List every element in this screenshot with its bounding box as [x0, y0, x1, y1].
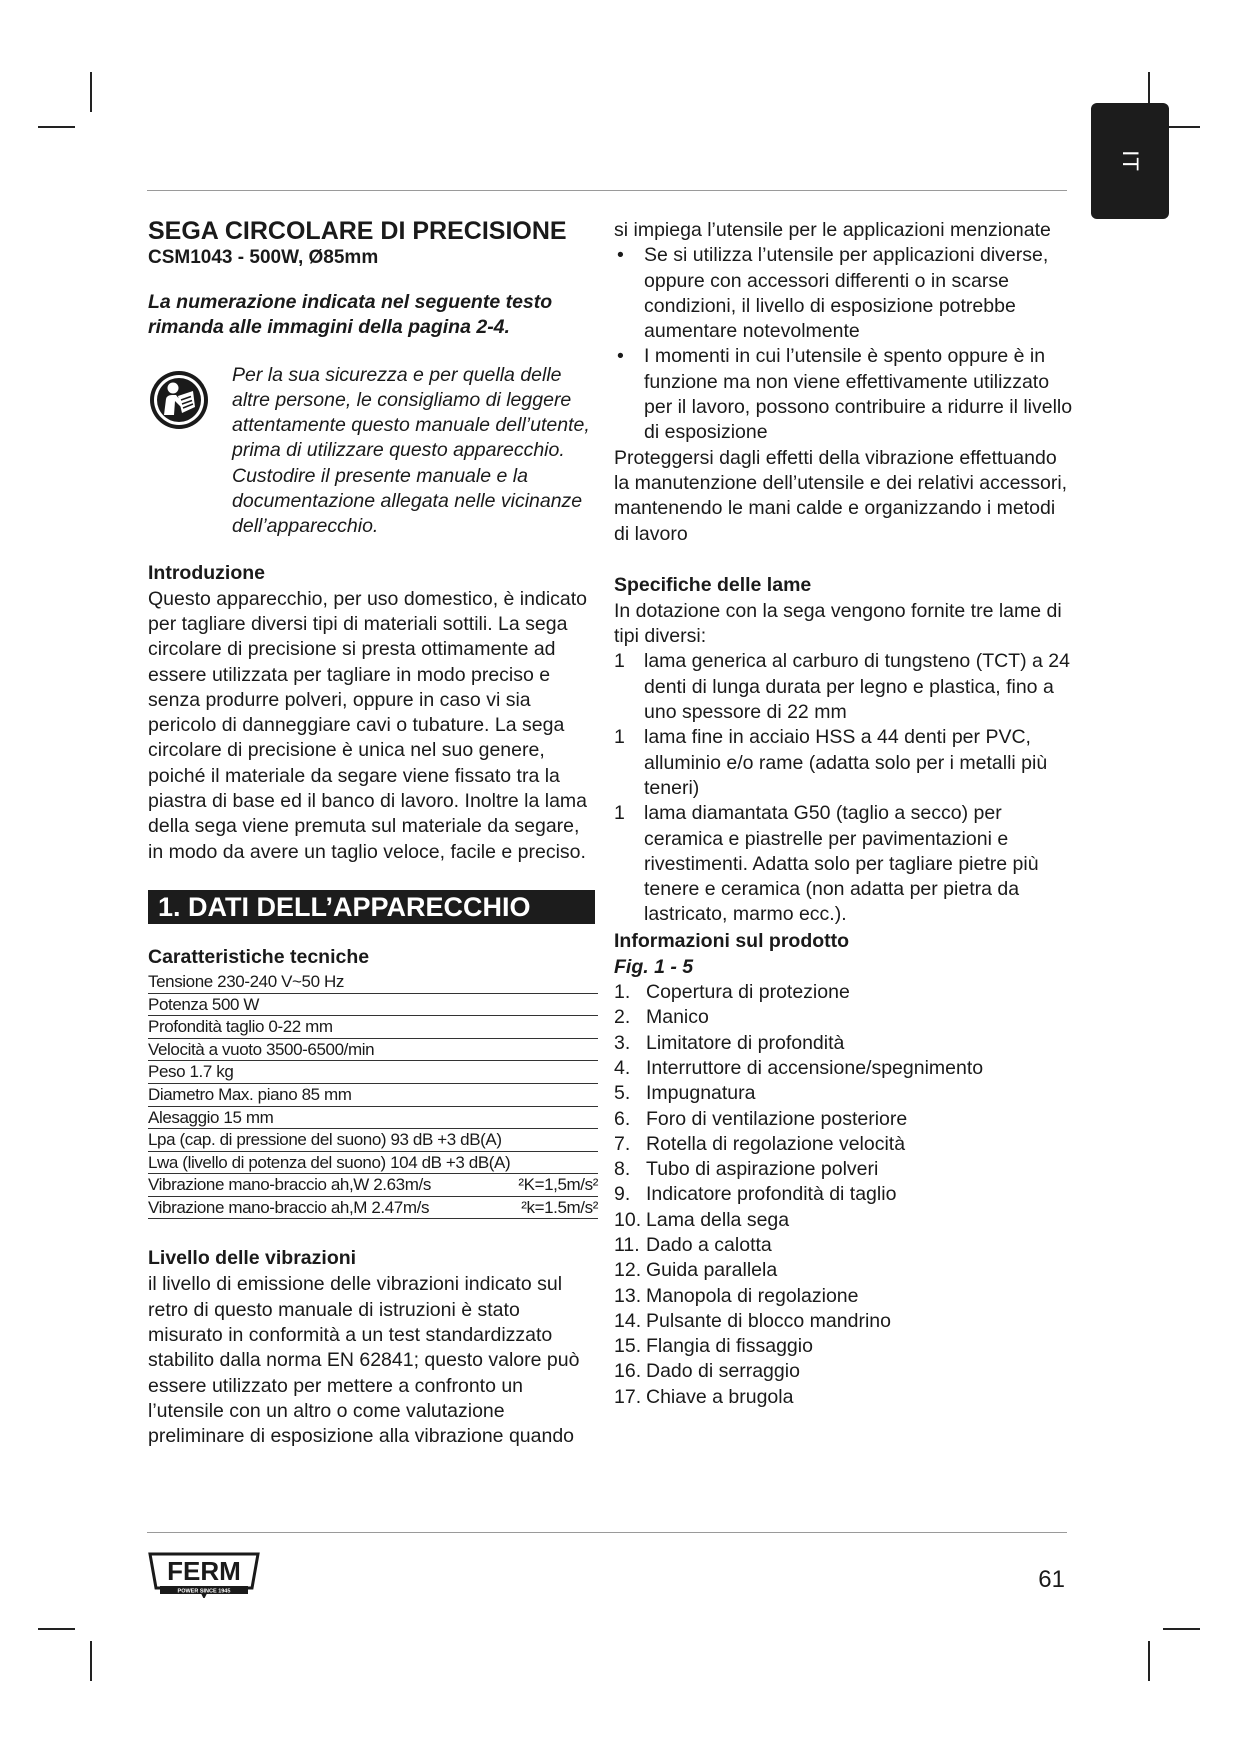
list-text: Manopola di regolazione: [646, 1284, 859, 1307]
list-item: [614, 1157, 1074, 1182]
safety-text: Per la sua sicurezza e per quella delle altre persone, le consigliamo di leggere attentamente questo manuale dell’utente, prima di utilizzare questo apparecchio. Custodire il presente manuale e la documentazione allegata nelle vicinanze dell’apparecchio.: [232, 363, 590, 538]
list-item: [614, 1132, 1074, 1157]
crop-mark: [38, 1628, 75, 1630]
language-tab: IT: [1091, 103, 1169, 219]
page-number: 61: [1038, 1566, 1065, 1593]
parts-list: [614, 980, 1074, 1410]
list-text: lama fine in acciaio HSS a 44 denti per PVC, alluminio e/o rame (adatta solo per i metalli più teneri): [644, 726, 1048, 799]
image-reference-note: La numerazione indicata nel seguente testo rimanda alle immagini della pagina 2-4.: [148, 291, 553, 339]
list-number: 1: [614, 726, 625, 749]
spec-extra: ²k=1.5m/s²: [521, 1197, 598, 1217]
vibration-bullets: [614, 243, 1074, 445]
list-item: [614, 1385, 1074, 1410]
list-item: [614, 1056, 1074, 1081]
spec-row: [148, 971, 598, 994]
list-text: Copertura di protezione: [646, 981, 850, 1004]
specs-table: [148, 971, 598, 1220]
list-text: Guida parallela: [646, 1259, 778, 1282]
spec-label: Lpa (cap. di pressione del suono) 93 dB +3 dB(A): [148, 1130, 502, 1150]
list-item: [614, 1309, 1074, 1334]
list-text: lama diamantata G50 (taglio a secco) per ceramica e piastrelle per pavimentazioni e rivestimenti. Adatta solo per tagliare pietre più tenere e ceramica (non adatta per pietra da lastricato, marmo ecc.).: [644, 802, 1039, 926]
spec-row: [148, 1174, 598, 1197]
spec-label: Tensione 230-240 V~50 Hz: [148, 971, 344, 991]
list-item: [614, 725, 1074, 801]
list-number: 12.: [614, 1259, 642, 1282]
list-item: [614, 1359, 1074, 1384]
spec-row: [148, 1152, 598, 1175]
list-text: Interruttore di accensione/spegnimento: [646, 1056, 984, 1079]
list-item: [614, 1107, 1074, 1132]
model-subtitle: CSM1043 - 500W, Ø85mm: [148, 247, 379, 268]
crop-mark: [38, 126, 75, 128]
list-number: 17.: [614, 1385, 642, 1408]
spec-row: [148, 994, 598, 1017]
list-item: [614, 1031, 1074, 1056]
list-number: 3.: [614, 1031, 631, 1054]
spec-label: Profondità taglio 0-22 mm: [148, 1017, 333, 1037]
list-item: [614, 1284, 1074, 1309]
left-column: [148, 216, 598, 1450]
list-item: • I momenti in cui l’utensile è spento oppure è in funzione ma non viene effettivamente utilizzato per il lavoro, possono contribuire a ridurre il livello di esposizione: [614, 344, 1074, 445]
blades-intro: In dotazione con la sega vengono fornite tre lame di tipi diversi:: [614, 599, 1062, 648]
product-heading: Informazioni sul prodotto: [614, 929, 850, 952]
specs-heading: Caratteristiche tecniche: [148, 945, 370, 968]
vibration-text-continued: si impiega l’utensile per le applicazioni menzionate: [614, 219, 1051, 241]
list-number: 9.: [614, 1183, 631, 1206]
crop-mark: [1163, 1628, 1200, 1630]
list-number: 10.: [614, 1208, 642, 1231]
blades-heading: Specifiche delle lame: [614, 573, 812, 596]
list-text: Rotella di regolazione velocità: [646, 1132, 906, 1155]
spec-row: [148, 1016, 598, 1039]
list-item: [614, 980, 1074, 1005]
header-rule: [147, 190, 1067, 191]
list-text: Chiave a brugola: [646, 1385, 794, 1408]
list-text: Manico: [646, 1006, 709, 1029]
list-text: Tubo di aspirazione polveri: [646, 1158, 879, 1181]
spec-label: Alesaggio 15 mm: [148, 1107, 274, 1127]
spec-row: [148, 1197, 598, 1220]
list-number: 11.: [614, 1233, 640, 1256]
crop-mark: [90, 72, 92, 112]
list-number: 15.: [614, 1335, 642, 1358]
right-column: [614, 218, 1074, 1410]
list-number: 1: [614, 802, 625, 825]
list-number: 1.: [614, 981, 631, 1004]
list-text: Flangia di fissaggio: [646, 1335, 813, 1358]
spec-row: [148, 1129, 598, 1152]
vibration-heading: Livello delle vibrazioni: [148, 1247, 357, 1270]
spec-label: Peso 1.7 kg: [148, 1062, 234, 1082]
crop-mark: [1148, 1641, 1150, 1681]
list-text: Dado di serraggio: [646, 1360, 800, 1383]
list-text: Indicatore profondità di taglio: [646, 1183, 897, 1206]
section-heading: 1. DATI DELL’APPARECCHIO: [148, 890, 595, 924]
list-text: Limitatore di profondità: [646, 1031, 845, 1054]
read-manual-icon: [148, 369, 210, 431]
list-text: Pulsante di blocco mandrino: [646, 1309, 891, 1332]
spec-row: [148, 1061, 598, 1084]
footer-rule: [147, 1532, 1067, 1533]
list-number: 4.: [614, 1056, 631, 1079]
logo-brand: FERM: [167, 1556, 241, 1586]
list-number: 7.: [614, 1132, 631, 1155]
list-item: • Se si utilizza l’utensile per applicazioni diverse, oppure con accessori differenti o in scarse condizioni, il livello di esposizione potrebbe aumentare notevolmente: [614, 243, 1074, 344]
list-item: [614, 649, 1074, 725]
list-number: 5.: [614, 1082, 631, 1105]
list-item: [614, 1233, 1074, 1258]
spec-row: [148, 1084, 598, 1107]
list-number: 13.: [614, 1284, 642, 1307]
spec-label: Lwa (livello di potenza del suono) 104 dB +3 dB(A): [148, 1152, 511, 1172]
safety-notice: [148, 363, 598, 540]
spec-extra: ²K=1,5m/s²: [518, 1175, 598, 1195]
spec-label: Vibrazione mano-braccio ah,M 2.47m/s: [148, 1197, 430, 1217]
list-number: 6.: [614, 1107, 631, 1130]
list-text: Foro di ventilazione posteriore: [646, 1107, 908, 1130]
list-item: [614, 1182, 1074, 1207]
list-number: 8.: [614, 1158, 631, 1181]
list-text: Impugnatura: [646, 1082, 756, 1105]
spec-label: Diametro Max. piano 85 mm: [148, 1084, 352, 1104]
spec-label: Velocità a vuoto 3500-6500/min: [148, 1039, 375, 1059]
spec-label: Potenza 500 W: [148, 994, 260, 1014]
list-item: [614, 1081, 1074, 1106]
figure-reference: Fig. 1 - 5: [614, 955, 694, 978]
list-number: 2.: [614, 1006, 631, 1029]
list-item: [614, 1334, 1074, 1359]
vibration-protect-text: Proteggersi dagli effetti della vibrazione effettuando la manutenzione dell’utensile e dei relativi accessori, mantenendo le mani calde e organizzando i metodi di lavoro: [614, 446, 1068, 545]
spec-row: [148, 1107, 598, 1130]
spec-row: [148, 1039, 598, 1062]
list-number: 1: [614, 650, 625, 673]
list-number: 16.: [614, 1360, 642, 1383]
blades-list: [614, 649, 1074, 927]
spec-label: Vibrazione mano-braccio ah,W 2.63m/s: [148, 1175, 431, 1195]
crop-mark: [90, 1641, 92, 1681]
list-item: [614, 801, 1074, 927]
intro-heading: Introduzione: [148, 561, 265, 584]
vibration-text: il livello di emissione delle vibrazioni indicato sul retro di questo manuale di istruzioni è stato misurato in conformità a un test standardizzato stabilito dalla norma EN 62841; questo valore può essere utilizzato per mettere a confronto un l’utensile con un altro o come valutazione preliminare di esposizione alla vibrazione quando: [148, 1273, 580, 1448]
list-item: [614, 1208, 1074, 1233]
ferm-logo: [148, 1552, 260, 1598]
list-text: Lama della sega: [646, 1208, 790, 1231]
list-text: lama generica al carburo di tungsteno (TCT) a 24 denti di lunga durata per legno e plastica, fino a uno spessore di 22 mm: [644, 650, 1070, 724]
list-item: [614, 1258, 1074, 1283]
list-text: Dado a calotta: [646, 1233, 772, 1256]
list-item: [614, 1005, 1074, 1030]
logo-tagline: POWER SINCE 1945: [177, 1588, 231, 1595]
page-title: SEGA CIRCOLARE DI PRECISIONE: [148, 217, 567, 245]
intro-text: Questo apparecchio, per uso domestico, è indicato per tagliare diversi tipi di materiali sottili. La sega circolare di precisione si presta ottimamente ad essere utilizzata per tagliare in modo preciso e senza produrre polveri, oppure in caso vi sia pericolo di danneggiare cavi o tubature. La sega circolare di precisione è unica nel suo genere, poiché il materiale da segare viene fissato tra la piastra di base ed il banco di lavoro. Inoltre la lama della sega viene premuta sul materiale da segare, in modo da avere un taglio veloce, facile e preciso.: [148, 587, 588, 863]
list-number: 14.: [614, 1309, 642, 1332]
